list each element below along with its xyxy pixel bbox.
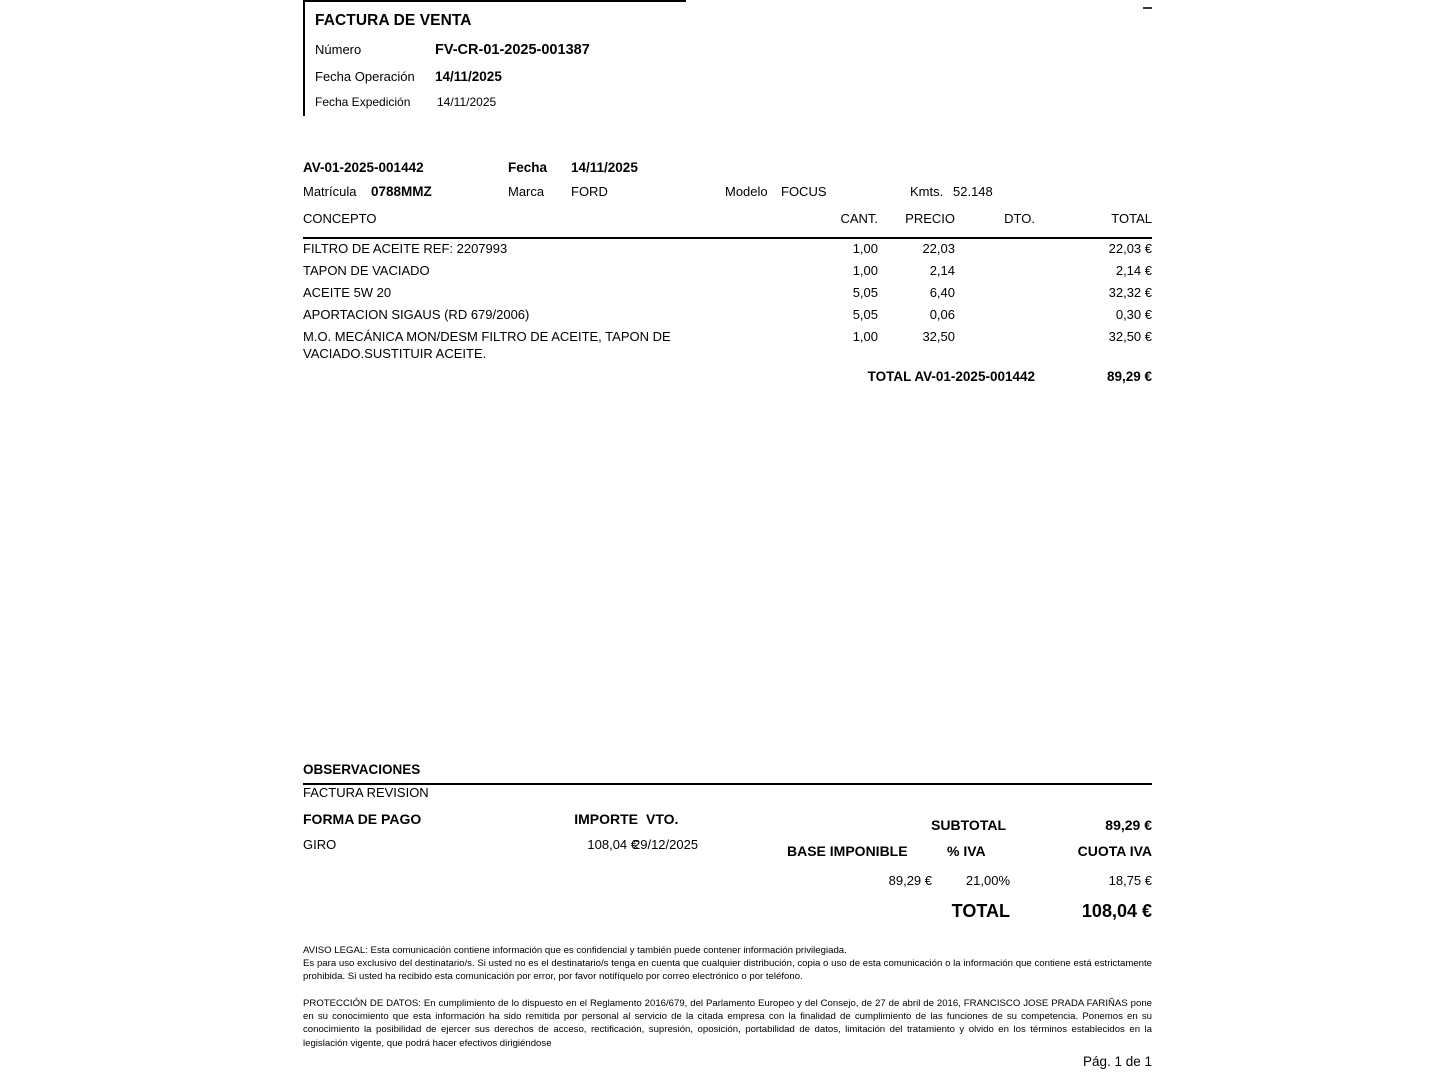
payment-method-value: GIRO	[303, 837, 337, 852]
invoice-header-box	[303, 0, 686, 116]
item-description: ACEITE 5W 20	[303, 285, 392, 300]
table-row	[303, 241, 1152, 263]
odometer-label: Kmts.	[910, 184, 944, 199]
order-total-value: 89,29 €	[1106, 369, 1152, 384]
item-quantity: 1,00	[852, 263, 878, 278]
data-protection-text: PROTECCIÓN DE DATOS: En cumplimiento de lo dispuesto en el Reglamento 2016/679, del Parlamento Europeo y del Consejo, de 27 de abril de 2016, FRANCISCO JOSE PRADA FARIÑAS pone en su conocimiento que esta información ha sido remitida por personal al servicio de la citada empresa con la finalidad de cumplimiento de las funciones de su competencia. Ponemos en su conocimiento la posibilidad de ejercer sus derechos de acceso, rectificación, supresión, oposición, portabilidad de datos, limitación del tratamiento y olvido en los términos establecidos en la legislación vigente, que podrá hacer efectivos dirigiéndose	[303, 998, 1152, 1049]
item-description: M.O. MECÁNICA MON/DESM FILTRO DE ACEITE, TAPON DE VACIADO.SUSTITUIR ACEITE.	[303, 329, 671, 361]
column-header-dto: DTO.	[1004, 211, 1035, 226]
item-total: 32,50 €	[1108, 329, 1152, 344]
item-price: 32,50	[922, 329, 955, 344]
order-total-row	[303, 369, 1152, 389]
item-description: FILTRO DE ACEITE REF: 2207993	[303, 241, 508, 256]
payment-row	[303, 837, 723, 857]
legal-notice-heading: AVISO LEGAL: Esta comunicación contiene información que es confidencial y también puede contener información privilegiada.	[303, 945, 847, 956]
data-protection-block	[303, 997, 1152, 1050]
item-price: 2,14	[929, 263, 955, 278]
taxamount-label: CUOTA IVA	[1077, 843, 1152, 859]
payment-amount-label: IMPORTE	[574, 811, 638, 827]
operation-date-value: 14/11/2025	[435, 69, 502, 84]
invoice-number-label: Número	[315, 42, 362, 57]
grand-total-row	[742, 901, 1152, 927]
plate-value: 0788MMZ	[371, 184, 432, 199]
column-header-concepto: CONCEPTO	[303, 211, 377, 226]
order-number-value: AV-01-2025-001442	[303, 160, 424, 175]
item-total: 0,30 €	[1115, 307, 1152, 322]
invoice-number-value: FV-CR-01-2025-001387	[435, 42, 590, 58]
brand-value: FORD	[571, 184, 608, 199]
item-description: APORTACION SIGAUS (RD 679/2006)	[303, 307, 530, 322]
observations-text: FACTURA REVISION	[303, 785, 429, 800]
page-number: Pág. 1 de 1	[1082, 1054, 1152, 1069]
operation-date-row	[315, 69, 502, 84]
column-header-total: TOTAL	[1111, 211, 1152, 226]
order-total-label: TOTAL AV-01-2025-001442	[867, 369, 1035, 384]
order-date-label: Fecha	[508, 160, 548, 175]
scan-artifact-mark	[1143, 7, 1152, 9]
taxbase-label: BASE IMPONIBLE	[787, 843, 908, 859]
odometer-value: 52.148	[953, 184, 993, 199]
payment-duedate-value: 29/12/2025	[633, 837, 699, 852]
table-header-row	[303, 211, 1152, 233]
item-quantity: 1,00	[852, 329, 878, 344]
column-header-cant: CANT.	[840, 211, 878, 226]
table-row	[303, 285, 1152, 307]
item-quantity: 5,05	[852, 307, 878, 322]
subtotal-row	[742, 817, 1152, 839]
order-date-value: 14/11/2025	[571, 160, 638, 175]
invoice-number-row	[315, 42, 590, 58]
item-price: 0,06	[929, 307, 955, 322]
grand-total-label: TOTAL	[951, 901, 1010, 921]
item-price: 6,40	[929, 285, 955, 300]
issue-date-value: 14/11/2025	[437, 95, 497, 109]
item-total: 2,14 €	[1115, 263, 1152, 278]
legal-notice-block	[303, 944, 1152, 984]
item-quantity: 1,00	[852, 241, 878, 256]
order-info-line	[303, 160, 638, 175]
taxrate-value: 21,00%	[965, 873, 1010, 888]
taxamount-value: 18,75 €	[1108, 873, 1152, 888]
table-row	[303, 329, 1152, 368]
legal-notice-body: Es para uso exclusivo del destinatario/s. Si usted no es el destinatario/s tenga en cuenta que cualquier distribución, copia o uso de esta comunicación o la información que contiene está estrictamente prohibida. Si usted ha recibido esta comunicación por error, por favor notifíquelo por correo electrónico o por teléfono.	[303, 958, 1152, 983]
item-total: 32,32 €	[1108, 285, 1152, 300]
model-value: FOCUS	[781, 184, 827, 199]
taxbase-value: 89,29 €	[888, 873, 932, 888]
issue-date-row	[315, 95, 497, 109]
plate-label: Matrícula	[303, 184, 357, 199]
item-total: 22,03 €	[1108, 241, 1152, 256]
table-header-divider	[303, 237, 1152, 239]
tax-values-row	[742, 873, 1152, 895]
observations-title: OBSERVACIONES	[303, 762, 421, 777]
payment-duedate-label: VTO.	[646, 811, 679, 827]
column-header-precio: PRECIO	[905, 211, 955, 226]
subtotal-value: 89,29 €	[1105, 817, 1152, 833]
subtotal-label: SUBTOTAL	[931, 817, 1006, 833]
taxrate-label: % IVA	[947, 843, 986, 859]
page-title: FACTURA DE VENTA	[315, 12, 472, 29]
operation-date-label: Fecha Operación	[315, 69, 415, 84]
line-items-table	[303, 211, 1152, 384]
issue-date-label: Fecha Expedición	[315, 95, 411, 109]
table-body	[303, 241, 1152, 368]
item-price: 22,03	[922, 241, 955, 256]
payment-method-label: FORMA DE PAGO	[303, 811, 422, 827]
item-description: TAPON DE VACIADO	[303, 263, 430, 278]
observations-divider	[303, 783, 1152, 785]
table-row	[303, 263, 1152, 285]
grand-total-value: 108,04 €	[1081, 901, 1152, 921]
brand-label: Marca	[508, 184, 545, 199]
payment-header-row	[303, 811, 723, 831]
table-row	[303, 307, 1152, 329]
item-quantity: 5,05	[852, 285, 878, 300]
tax-header-row	[742, 843, 1152, 865]
payment-amount-value: 108,04 €	[587, 837, 638, 852]
model-label: Modelo	[725, 184, 768, 199]
